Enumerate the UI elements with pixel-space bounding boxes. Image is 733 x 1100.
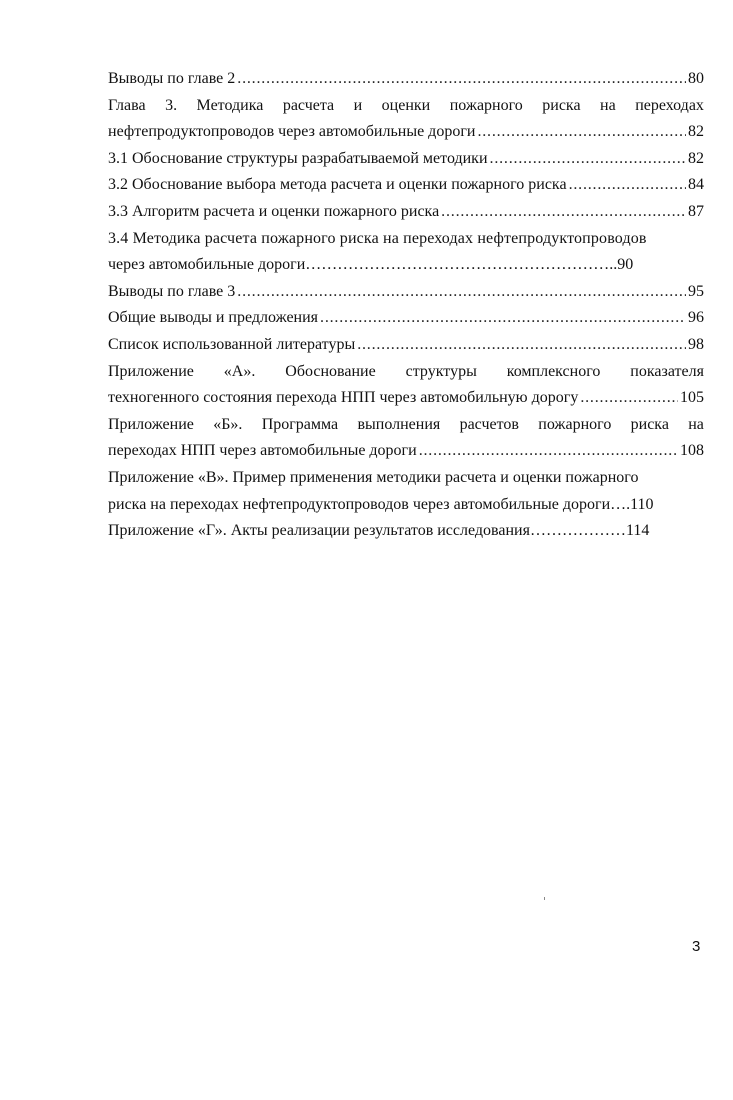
leader-dots (237, 66, 686, 93)
entry-title-line1 (108, 359, 704, 386)
entry-page: 82 (688, 149, 704, 167)
entry-title: Выводы по главе 2 (108, 70, 236, 87)
word: Приложение (108, 362, 194, 380)
entry-page: 105 (680, 389, 704, 407)
table-of-contents (108, 66, 704, 545)
word: риска (542, 96, 581, 114)
word: риска (630, 415, 669, 433)
word: выполнения (357, 415, 441, 433)
entry-page: 96 (688, 309, 704, 327)
entry-page: 80 (688, 70, 704, 87)
leader-dots (419, 438, 678, 465)
toc-entry-appendix-v (108, 465, 704, 518)
entry-title-line2: риска на переходах нефтепродуктопроводов через автомобильные дороги (108, 495, 611, 513)
entry-title: Выводы по главе 3 (108, 282, 236, 300)
word: «А». (223, 362, 256, 380)
entry-page: 82 (688, 123, 704, 141)
entry-title: Общие выводы и предложения (108, 309, 319, 327)
word: комплексного (506, 362, 601, 380)
leader-dots-text: …. (610, 495, 631, 513)
entry-title-text: 3.4 Методика расчета пожарного риска на переходах нефтепродуктопроводов (108, 229, 647, 247)
entry-page: 84 (688, 176, 704, 194)
scan-speck (544, 897, 545, 900)
word: переходах (635, 96, 704, 114)
leader-dots (237, 279, 686, 306)
entry-title-line2: переходах НПП через автомобильные дороги (108, 442, 417, 460)
toc-entry-chapter3-conclusions (108, 279, 704, 306)
entry-title-line2: нефтепродуктопроводов через автомобильные дороги (108, 123, 476, 141)
entry-page: 87 (688, 202, 704, 220)
word: «Б». (213, 415, 243, 433)
entry-page: 98 (688, 335, 704, 353)
leader-dots-text: ……………… (529, 522, 626, 540)
toc-entry-appendix-a (108, 359, 704, 412)
leader-dots (441, 199, 686, 226)
word: показателя (630, 362, 704, 380)
word: на (688, 415, 704, 433)
word: Методика (196, 96, 264, 114)
leader-dots (477, 119, 686, 146)
page-number: 3 (692, 938, 701, 955)
entry-title-line2: техногенного состояния перехода НПП через автомобильную дорогу (108, 389, 579, 407)
entry-title-line1 (108, 226, 704, 253)
entry-title: 3.3 Алгоритм расчета и оценки пожарного риска (108, 202, 440, 220)
toc-entry-references (108, 332, 704, 359)
toc-entry-general-conclusions (108, 305, 704, 332)
toc-entry-appendix-b (108, 412, 704, 465)
toc-entry-3-2 (108, 172, 704, 199)
entry-title: Список использованной литературы (108, 335, 356, 353)
word: на (600, 96, 616, 114)
word: пожарного (538, 415, 612, 433)
word: пожарного (449, 96, 523, 114)
word: Обоснование (285, 362, 376, 380)
entry-page: 95 (688, 282, 704, 300)
entry-page: 110 (630, 495, 654, 513)
entry-title-line1 (108, 93, 704, 120)
entry-title: 3.1 Обоснование структуры разрабатываемой методики (108, 149, 488, 167)
toc-entry-3-1 (108, 146, 704, 173)
word: и (353, 96, 363, 114)
entry-page: 114 (625, 522, 650, 540)
leader-dots (580, 385, 678, 412)
word: Глава (108, 96, 146, 114)
leader-dots (490, 146, 686, 173)
entry-page: 90 (617, 256, 634, 274)
word: расчетов (459, 415, 519, 433)
word: оценки (381, 96, 431, 114)
word: структуры (405, 362, 477, 380)
entry-title: 3.2 Обоснование выбора метода расчета и оценки пожарного риска (108, 176, 567, 194)
leader-dots (569, 172, 686, 199)
entry-title-text: Приложение «В». Пример применения методики расчета и оценки пожарного (108, 468, 639, 486)
entry-title-line1 (108, 412, 704, 439)
entry-title: Приложение «Г». Акты реализации результатов исследования (108, 522, 530, 540)
toc-entry-3-3 (108, 199, 704, 226)
leader-dots-text: ………………………………………………….. (305, 256, 618, 274)
toc-entry-chapter3 (108, 93, 704, 146)
leader-dots (320, 305, 686, 332)
entry-page: 108 (680, 442, 704, 460)
toc-entry-chapter2-conclusions (108, 66, 704, 93)
entry-title-line2: через автомобильные дороги (108, 256, 306, 274)
word: Приложение (108, 415, 194, 433)
word: 3. (165, 96, 178, 114)
toc-entry-3-4 (108, 226, 704, 279)
toc-entry-appendix-g (108, 518, 704, 545)
entry-title-line1 (108, 465, 704, 492)
word: расчета (282, 96, 335, 114)
word: Программа (261, 415, 339, 433)
leader-dots (357, 332, 686, 359)
